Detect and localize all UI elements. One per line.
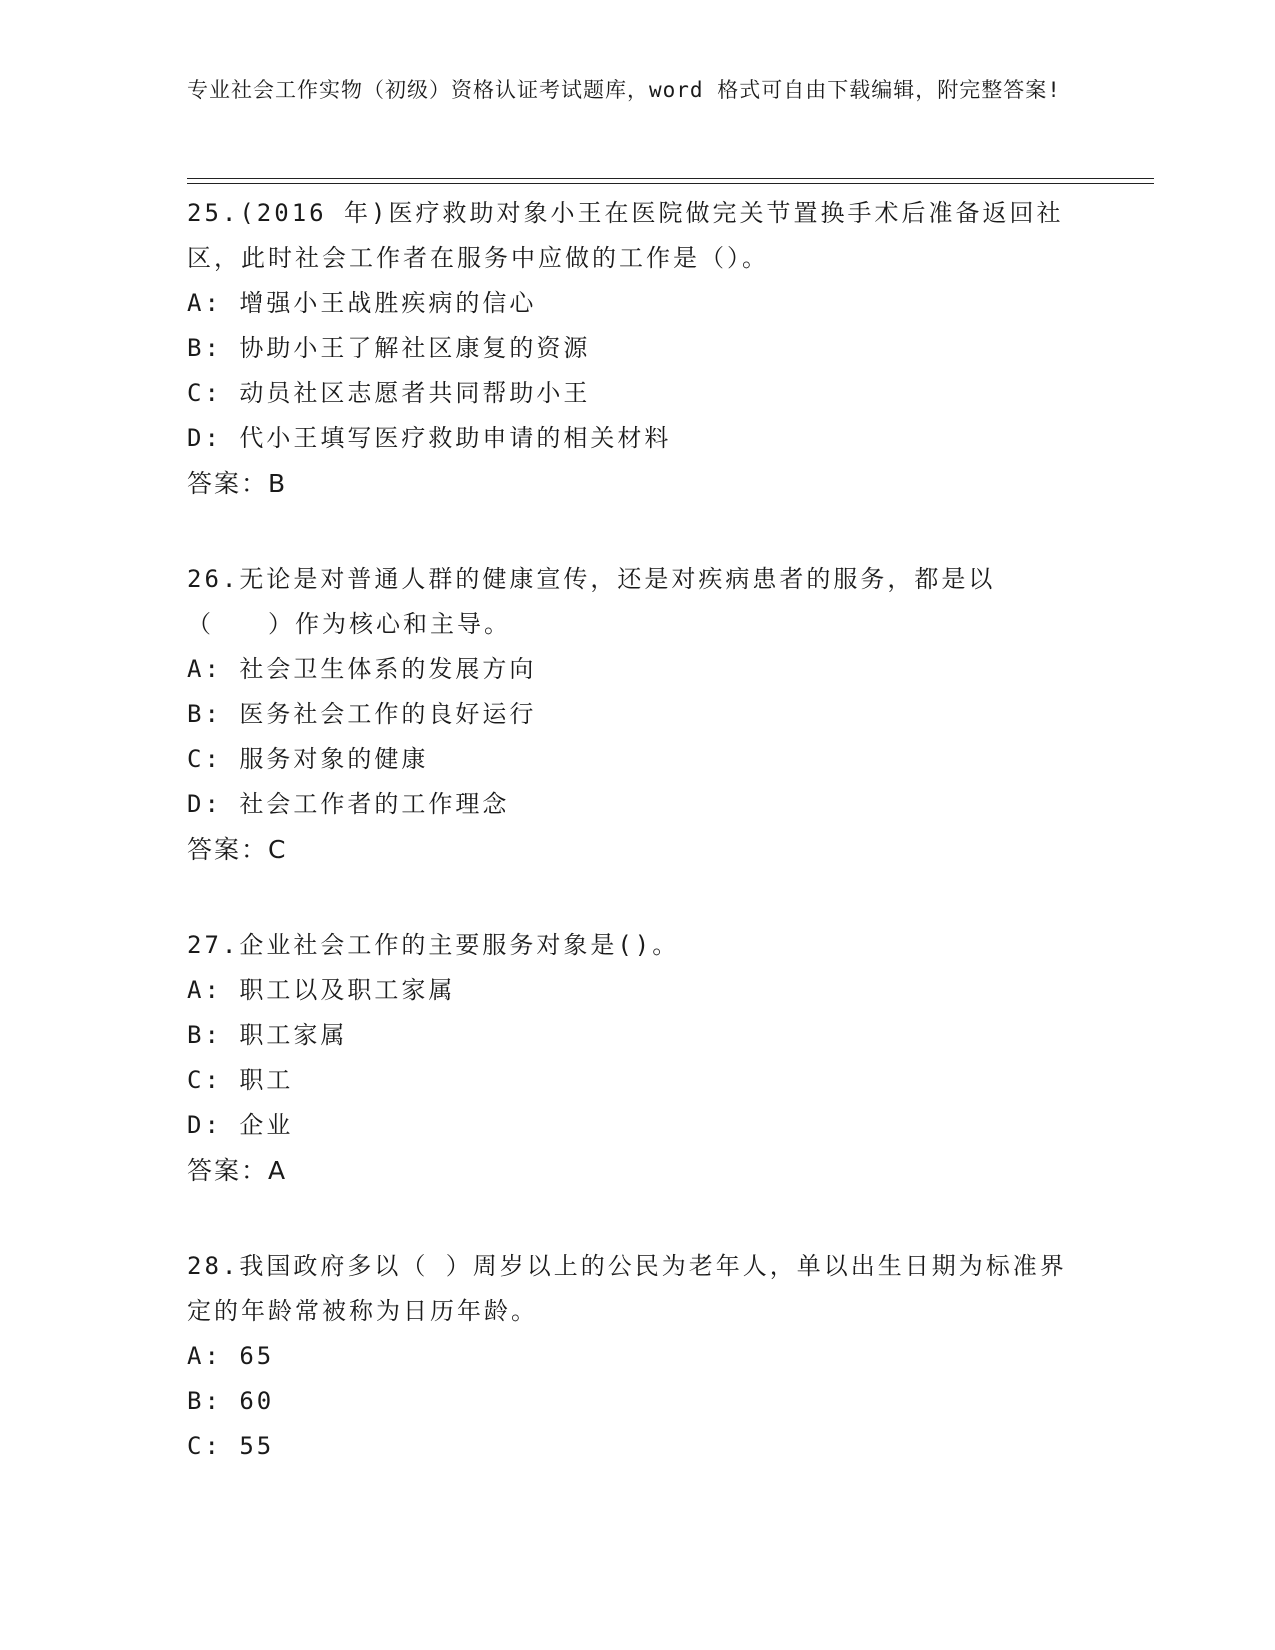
option-d: D: 社会工作者的工作理念 [187,790,510,818]
header-divider-top [187,178,1154,179]
option-a: A: 增强小王战胜疾病的信心 [187,289,537,317]
document-header [187,74,1067,106]
answer: 答案：C [187,835,288,864]
header-title: 专业社会工作实物（初级）资格认证考试题库，word 格式可自由下载编辑，附完整答案! [187,78,1061,102]
option-b: B: 医务社会工作的良好运行 [187,700,537,728]
option-d: D: 企业 [187,1111,294,1139]
option-c: C: 服务对象的健康 [187,745,429,773]
question-25 [187,191,1087,506]
question-26 [187,557,1087,872]
option-c: C: 职工 [187,1066,294,1094]
question-list [187,191,1087,1520]
question-28 [187,1244,1087,1469]
question-text: 26.无论是对普通人群的健康宣传，还是对疾病患者的服务，都是以（ ）作为核心和主导。 [187,565,996,638]
question-text: 28.我国政府多以（ ）周岁以上的公民为老年人，单以出生日期为标准界定的年龄常被称为日历年龄。 [187,1252,1067,1325]
option-b: B: 协助小王了解社区康复的资源 [187,334,591,362]
answer: 答案：A [187,1156,288,1185]
option-b: B: 职工家属 [187,1021,348,1049]
header-divider-bottom [187,183,1154,184]
question-text: 25.(2016 年)医疗救助对象小王在医院做完关节置换手术后准备返回社区，此时社会工作者在服务中应做的工作是（）。 [187,199,1064,272]
option-a: A: 社会卫生体系的发展方向 [187,655,537,683]
answer: 答案：B [187,469,288,498]
option-c: C: 55 [187,1432,275,1460]
question-text: 27.企业社会工作的主要服务对象是()。 [187,931,680,959]
option-b: B: 60 [187,1387,275,1415]
question-27 [187,923,1087,1193]
option-c: C: 动员社区志愿者共同帮助小王 [187,379,591,407]
option-a: A: 65 [187,1342,275,1370]
option-d: D: 代小王填写医疗救助申请的相关材料 [187,424,672,452]
option-a: A: 职工以及职工家属 [187,976,456,1004]
